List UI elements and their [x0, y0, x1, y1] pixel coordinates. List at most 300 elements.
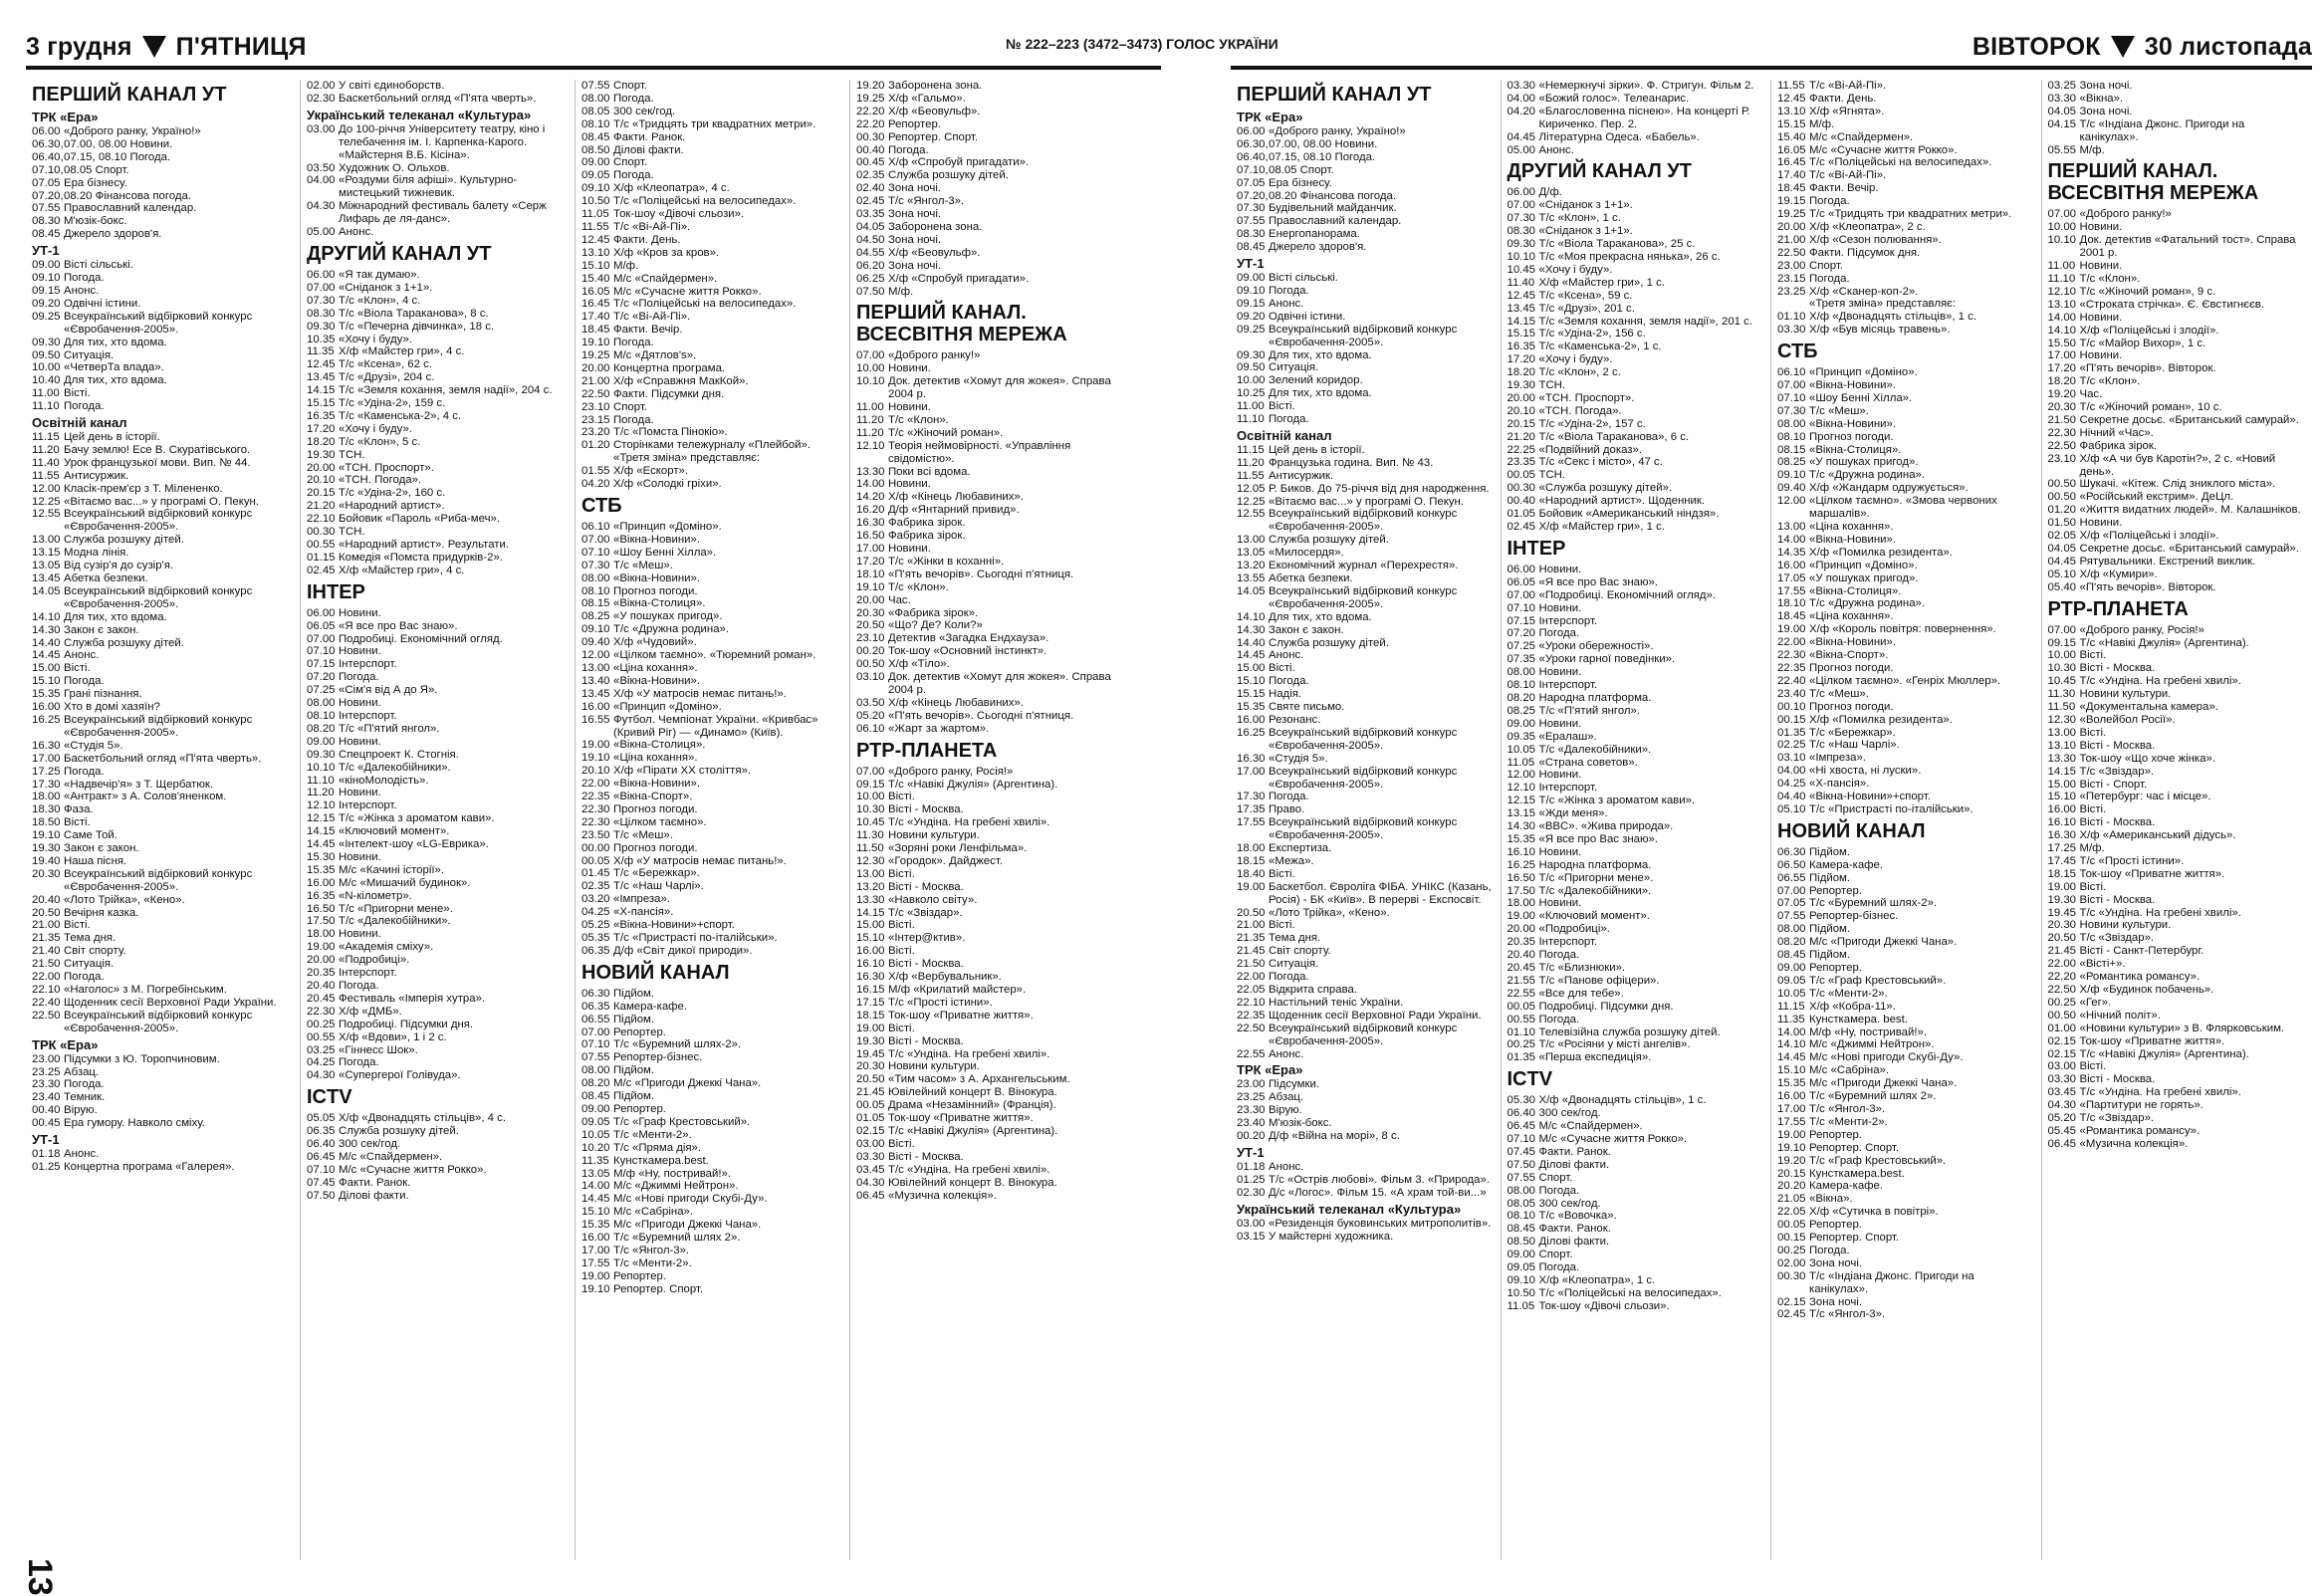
program-title: Ювілейний концерт В. Вінокура. [888, 1176, 1057, 1189]
program-title: 08.20 Фінансова погода. [1269, 189, 1396, 202]
program-title: Анонс. [1269, 1047, 1304, 1060]
program-time: 20.50 [856, 1073, 885, 1086]
program-title: Х/ф «Кінець Любавиних». [888, 491, 1024, 504]
program-title: Новини. [2079, 260, 2123, 273]
program-time: 07.10 [307, 1163, 336, 1176]
program-title: Всеукраїнський відбірковий конкурс «Євробачення-2005». [1269, 323, 1458, 348]
program-title: Інтерспорт. [1538, 782, 1598, 795]
program-title: Фабрика зірок. [2079, 439, 2158, 452]
program-time: 11.30 [2047, 688, 2076, 701]
program-entry [1237, 1187, 1495, 1200]
program-entry [1777, 431, 2035, 444]
program-title: 07.00, 08.00 Новини. [1269, 137, 1378, 150]
program-time: 15.15 [1777, 117, 1806, 130]
program-title: Х/ф «Двонадцять стільців», 4 с. [339, 1112, 507, 1125]
program-time: 14.45 [307, 838, 336, 851]
program-time: 02.15 [2047, 1034, 2077, 1047]
program-time: 15.35 [1777, 1077, 1806, 1090]
program-time: 04.45 [2047, 555, 2077, 568]
program-entry [32, 907, 294, 920]
program-time: 07.05 [32, 176, 61, 189]
program-title: Репортер-бізнес. [613, 1051, 703, 1064]
program-title: Погода. [613, 337, 654, 349]
program-entry [2048, 881, 2306, 894]
program-title: Т/с «Жіночий роман», 9 с. [2079, 285, 2216, 298]
program-entry [1777, 379, 2035, 392]
program-time: 04.00 [1777, 765, 1806, 778]
program-title: Т/с «Удіна-2», 159 с. [339, 397, 446, 410]
program-entry [581, 131, 843, 144]
program-title: Т/с «Бережкар». [1809, 726, 1896, 739]
program-time: 05.55 [2047, 143, 2077, 156]
program-title: Факти. Вечір. [1809, 182, 1879, 195]
program-entry [1237, 151, 1495, 164]
program-entry [32, 228, 294, 241]
program-time: 13.00 [856, 867, 885, 880]
program-entry [856, 581, 1119, 594]
program-entry [1237, 1048, 1495, 1061]
program-title: Ток-шоу «Приватне життя». [888, 1009, 1034, 1022]
program-title: Т/с «Навікі Джулія» (Аргентина). [2079, 636, 2249, 649]
program-title: «Хочу і буду». [339, 422, 412, 435]
program-title: Погода. [613, 413, 654, 426]
program-title: Х/ф «Тіло». [888, 658, 950, 671]
program-title: Т/с «Меш». [613, 828, 673, 841]
program-time: 04.30 [307, 200, 336, 213]
program-title: М/ф «Ну, постривай!». [1809, 1026, 1928, 1038]
program-entry [32, 1117, 294, 1130]
program-title: Новини культури. [2079, 688, 2172, 701]
program-title: Новини. [888, 543, 931, 555]
program-title: Х/ф «Помилка резидента». [1809, 546, 1953, 559]
program-time: 03.35 [856, 208, 885, 221]
program-time: 07.00 [581, 533, 610, 546]
program-entry [2048, 624, 2306, 637]
program-title: Вісті. [1269, 400, 1295, 413]
program-entry [1508, 897, 1765, 910]
program-time: 06.00 [307, 268, 336, 281]
program-entry [1237, 688, 1495, 701]
program-entry [581, 1077, 843, 1090]
program-entry [1508, 290, 1765, 303]
program-title: Анонс. [64, 284, 100, 297]
program-title: «Сніданок з 1+1». [1538, 225, 1633, 238]
program-title: Вісті - Москва. [888, 880, 964, 893]
program-time: 15.35 [307, 863, 336, 876]
program-entry [2048, 766, 2306, 779]
program-entry [1237, 881, 1495, 907]
program-entry [307, 384, 569, 397]
program-title: Погода. [613, 92, 654, 105]
program-entry [1237, 791, 1495, 803]
program-time: 01.18 [1237, 1160, 1266, 1173]
program-title: Новини. [1538, 601, 1582, 614]
program-title: Т/с «Острів любові». Фільм 3. «Природа». [1269, 1173, 1491, 1186]
program-title: 08.20 Фінансова погода. [64, 189, 191, 202]
program-time: 08.10 [1507, 1210, 1536, 1223]
program-entry [1508, 431, 1765, 444]
program-entry [1777, 1129, 2035, 1142]
program-entry [307, 1019, 569, 1031]
program-entry [32, 349, 294, 362]
program-entry [32, 177, 294, 190]
program-entry [1777, 636, 2035, 649]
program-entry [856, 234, 1119, 247]
program-entry [1508, 456, 1765, 469]
program-entry [1777, 1206, 2035, 1219]
program-time: 19.00 [1777, 623, 1806, 636]
program-title: Т/с «Ундіна. На гребені хвилі». [888, 1163, 1050, 1176]
program-title: Х/ф «Поліцейські і злодії». [2079, 530, 2219, 543]
program-entry [1508, 1210, 1765, 1223]
program-title: Х/ф «Будинок побачень». [2079, 984, 2214, 996]
program-entry [1777, 182, 2035, 195]
program-title: Фестиваль «Імперія хутра». [339, 992, 486, 1005]
program-entry [2048, 1073, 2306, 1086]
program-entry [32, 829, 294, 842]
program-time: 02.40 [856, 182, 885, 195]
program-time: 08.05 [581, 105, 610, 117]
program-entry [2048, 688, 2306, 701]
program-title: Т/с «Жіночий роман», 10 с. [2079, 401, 2222, 414]
program-time: 16.00 [1237, 713, 1266, 726]
program-entry [1508, 495, 1765, 508]
program-entry [32, 649, 294, 662]
program-time: 19.00 [1237, 880, 1266, 893]
program-entry [1508, 264, 1765, 277]
program-title: Т/с «Ві-Ай-Пі». [1809, 169, 1887, 182]
program-entry [1777, 208, 2035, 221]
program-time: 14.10 [32, 610, 61, 623]
program-title: Х/ф «Спробуй пригадати». [888, 272, 1030, 285]
program-title: Тема дня. [1269, 932, 1321, 945]
program-entry [32, 311, 294, 337]
program-entry [307, 552, 569, 565]
program-time: 15.35 [1237, 701, 1266, 714]
program-time: 09.10 [1777, 469, 1806, 482]
program-title: «Принцип «Доміно». [613, 521, 722, 533]
program-entry [581, 452, 843, 465]
program-time: 12.55 [32, 508, 61, 521]
program-entry [32, 779, 294, 792]
program-entry [856, 466, 1119, 479]
program-title: «Антракт» з А. Солов'яненком. [64, 791, 227, 803]
program-title: «Городок». Дайджест. [888, 854, 1003, 867]
program-entry [856, 491, 1119, 504]
program-entry [1237, 714, 1495, 727]
program-title: Анонс. [64, 649, 100, 662]
program-time: 22.35 [1237, 1009, 1266, 1022]
program-time: 19.10 [856, 580, 885, 593]
program-entry [581, 945, 843, 958]
program-time: 23.25 [1237, 1091, 1266, 1104]
program-title: Баскетбол. Євроліга ФІБА. УНІКС (Казань, Росія) - БК «Київ». В перерві - Експосвіт. [1269, 880, 1492, 906]
program-entry [856, 118, 1119, 131]
program-entry [307, 565, 569, 577]
program-time: 14.00 [581, 1180, 610, 1193]
program-time: 00.25 [307, 1018, 336, 1030]
program-title: «Милосердя». [1269, 547, 1344, 560]
program-title: Т/с «Звіздар». [2079, 1112, 2155, 1125]
program-title: Ток-шоу «Дівочі сльози». [613, 208, 745, 221]
program-entry [2048, 855, 2306, 868]
program-entry [1237, 1231, 1495, 1244]
program-time: 20.15 [1777, 1167, 1806, 1180]
program-time: 15.10 [2047, 791, 2077, 803]
program-entry [1508, 949, 1765, 962]
program-title: Абзац. [64, 1065, 100, 1078]
program-time: 06.45 [1507, 1120, 1536, 1133]
program-entry [1508, 1274, 1765, 1287]
program-entry [1237, 177, 1495, 190]
program-entry [856, 855, 1119, 868]
program-title: Т/с «Ундіна. На гребені хвилі». [2079, 675, 2241, 688]
program-entry [2048, 362, 2306, 375]
program-entry [581, 80, 843, 93]
program-title: Т/с «Янгол-3». [1809, 1308, 1886, 1321]
program-entry [856, 440, 1119, 466]
program-title: Погода. [64, 1078, 105, 1091]
program-entry [1508, 602, 1765, 615]
program-title: Телевізійна служба розшуку дітей. [1538, 1026, 1721, 1038]
program-entry [1777, 195, 2035, 208]
program-title: Т/с «Жіночий роман». [888, 426, 1004, 439]
program-title: «ЧетверТа влада». [64, 361, 164, 374]
program-entry [856, 1112, 1119, 1125]
program-title: Світ спорту. [1269, 945, 1331, 958]
program-title: «Уроки гарної поведінки». [1538, 653, 1676, 666]
program-time: 07.50 [1507, 1158, 1536, 1171]
program-entry [581, 752, 843, 765]
program-entry [856, 671, 1119, 697]
program-title: Ситуація. [1269, 361, 1319, 374]
program-title: Погода. [339, 671, 379, 684]
program-entry [581, 106, 843, 118]
program-time: 18.20 [307, 435, 336, 448]
program-entry [307, 487, 569, 500]
program-time: 11.00 [1237, 400, 1265, 413]
program-title: Для тих, хто вдома. [1269, 387, 1372, 400]
program-entry [1777, 885, 2035, 898]
program-title: Відкрита справа. [1269, 984, 1358, 996]
program-time: 00.50 [2047, 478, 2077, 491]
program-entry [856, 1086, 1119, 1099]
program-entry [581, 247, 843, 260]
channel-heading: ПЕРШИЙ КАНАЛ. ВСЕСВІТНЯ МЕРЕЖА [2047, 160, 2259, 205]
program-entry [1508, 366, 1765, 379]
program-time: 22.10 [32, 984, 61, 996]
program-time: 11.50 [2047, 701, 2076, 714]
program-entry [307, 358, 569, 371]
program-title: Х/ф «Майстер гри», 4 с. [339, 345, 465, 358]
program-entry [581, 375, 843, 388]
program-entry [1777, 560, 2035, 572]
program-title: «Вікна-Новини». [1809, 417, 1896, 430]
program-entry [307, 321, 569, 334]
program-time: 19.20 [2047, 388, 2077, 401]
program-time: 00.45 [32, 1117, 61, 1130]
program-title: М/с «Сабріна». [613, 1206, 694, 1219]
program-time: 07.25 [307, 684, 336, 697]
program-time: 01.10 [1507, 1026, 1536, 1038]
program-title: Т/с «Жінки в коханні». [888, 555, 1005, 568]
program-title: Погода. [1538, 1184, 1580, 1197]
program-title: Т/с «Далекобійники». [339, 761, 451, 774]
program-time: 06.00 [1507, 563, 1536, 575]
program-title: Т/с «Менти-2». [1809, 987, 1888, 1000]
program-time: 09.00 [1507, 717, 1536, 730]
listing-column [576, 80, 850, 1560]
program-entry [2048, 779, 2306, 792]
program-title: Репортер. [613, 1026, 666, 1038]
program-entry [307, 334, 569, 346]
program-time: 15.40 [581, 272, 610, 285]
program-time: 15.35 [32, 688, 61, 701]
program-title: «ТСН. Погода». [1538, 404, 1622, 417]
program-time: 07.00 [307, 632, 336, 645]
program-entry [1237, 374, 1495, 387]
program-time: 15.00 [856, 919, 885, 932]
program-time: 18.50 [32, 816, 61, 829]
program-entry [1508, 1038, 1765, 1051]
program-time: 13.55 [1237, 572, 1266, 584]
program-title: «Музична колекція». [2079, 1137, 2189, 1150]
program-title: ТСН. [1538, 379, 1566, 392]
program-title: Зона ночі. [1809, 1295, 1863, 1308]
program-time: 01.15 [307, 551, 336, 564]
triangle-down-icon [2111, 36, 2135, 58]
program-entry [1237, 1161, 1495, 1174]
program-time: 18.15 [1237, 854, 1266, 867]
program-title: «Сім'я від А до Я». [339, 684, 438, 697]
program-entry [307, 397, 569, 410]
program-title: Х/ф «Гальмо». [888, 92, 966, 105]
program-time: 09.25 [1237, 323, 1266, 336]
program-time: 20.00 [856, 593, 885, 606]
program-time: 09.40 [581, 636, 610, 649]
program-time: 07.10, [32, 163, 64, 176]
program-time: 12.10 [856, 439, 885, 452]
program-time: 17.40 [1777, 169, 1806, 182]
program-entry [32, 1066, 294, 1079]
program-time: 02.35 [856, 169, 885, 182]
program-entry [581, 829, 843, 842]
program-title: Всеукраїнський відбірковий конкурс «Євробачення-2005». [64, 867, 253, 893]
program-title: Погода. [1809, 1244, 1850, 1256]
program-entry [1508, 392, 1765, 405]
program-time: 08.25 [1507, 704, 1536, 717]
program-time: 20.00 [581, 361, 610, 374]
program-title: «Документальна камера». [2079, 701, 2218, 714]
program-entry [1508, 640, 1765, 653]
program-entry [1777, 392, 2035, 405]
program-time: 07.30 [581, 559, 610, 571]
program-entry [32, 259, 294, 272]
program-title: «П'ять вечорів». Вівторок. [2079, 580, 2216, 593]
program-time: 03.50 [307, 161, 336, 174]
program-title: Цей день в історії. [1269, 443, 1365, 456]
left-columns [26, 80, 1161, 1560]
program-title: Т/с «Каменська-2», 1 с. [1538, 341, 1662, 353]
program-title: Вісті - Спорт. [2079, 778, 2148, 791]
program-entry [856, 478, 1119, 491]
program-entry [1508, 988, 1765, 1001]
program-entry [2048, 971, 2306, 984]
program-entry [32, 919, 294, 932]
program-entry [1777, 949, 2035, 962]
program-entry [1777, 859, 2035, 872]
program-title: Погода. [339, 1056, 379, 1069]
program-time: 14.05 [1237, 584, 1266, 597]
program-title: М/с «Спайдермен». [339, 1150, 443, 1163]
program-entry [1237, 311, 1495, 324]
program-time: 22.50 [32, 1009, 61, 1022]
program-time: 12.45 [1507, 289, 1536, 302]
channel-heading: НОВИЙ КАНАЛ [581, 961, 730, 984]
program-time: 08.15 [1777, 443, 1806, 456]
program-title: Ера бізнесу. [64, 176, 127, 189]
program-title: «П'ять вечорів». Сьогодні п'ятниця. [888, 568, 1074, 580]
right-page [1161, 0, 2322, 1568]
channel-heading: НОВИЙ КАНАЛ [1777, 819, 1926, 842]
program-entry [307, 1151, 569, 1164]
program-entry [2048, 1035, 2306, 1048]
program-time: 07.55 [581, 80, 610, 92]
program-entry [856, 144, 1119, 157]
program-entry [1508, 692, 1765, 705]
program-title: 300 сек/год. [1538, 1107, 1601, 1120]
program-entry [856, 362, 1119, 375]
program-title: «Цілком таємно». [613, 815, 707, 828]
program-time: 08.15 [581, 597, 610, 610]
program-title: Вісті - Москва. [888, 1034, 964, 1047]
program-time: 11.40 [32, 456, 60, 469]
program-entry [581, 1116, 843, 1129]
program-title: «Вікна-Новини». [613, 778, 700, 791]
program-time: 11.10 [2047, 272, 2076, 285]
program-time: 09.50 [1237, 361, 1266, 374]
program-entry [1237, 202, 1495, 215]
listing-column [2042, 80, 2312, 1560]
program-title: Новини. [339, 645, 381, 658]
program-title: Т/с «Прості істини». [2079, 854, 2185, 867]
program-time: 12.55 [1237, 508, 1266, 521]
program-title: «Студія 5». [64, 739, 123, 752]
program-entry [307, 1006, 569, 1019]
program-entry [1508, 1261, 1765, 1274]
program-title: «Вікна-Новини»+спорт. [613, 919, 735, 932]
program-time: 10.45 [856, 816, 885, 829]
program-entry [1237, 483, 1495, 496]
program-title: Право. [1269, 803, 1305, 816]
program-time: 06.40, [32, 150, 64, 163]
program-time: 14.20 [856, 491, 885, 504]
program-entry [1508, 316, 1765, 329]
program-time: 12.30 [856, 854, 885, 867]
program-entry [1508, 744, 1765, 757]
program-time: 02.45 [1507, 521, 1536, 533]
program-entry [32, 637, 294, 650]
program-entry [1777, 1064, 2035, 1077]
program-title: Новини. [339, 850, 381, 863]
program-title: «Доброго ранку!» [2079, 208, 2172, 221]
program-entry [1777, 791, 2035, 803]
program-entry [581, 260, 843, 273]
program-time: 12.45 [307, 358, 336, 371]
program-time: 06.45 [307, 1150, 336, 1163]
program-title: Вісті. [1269, 867, 1295, 880]
program-entry [1508, 131, 1765, 144]
